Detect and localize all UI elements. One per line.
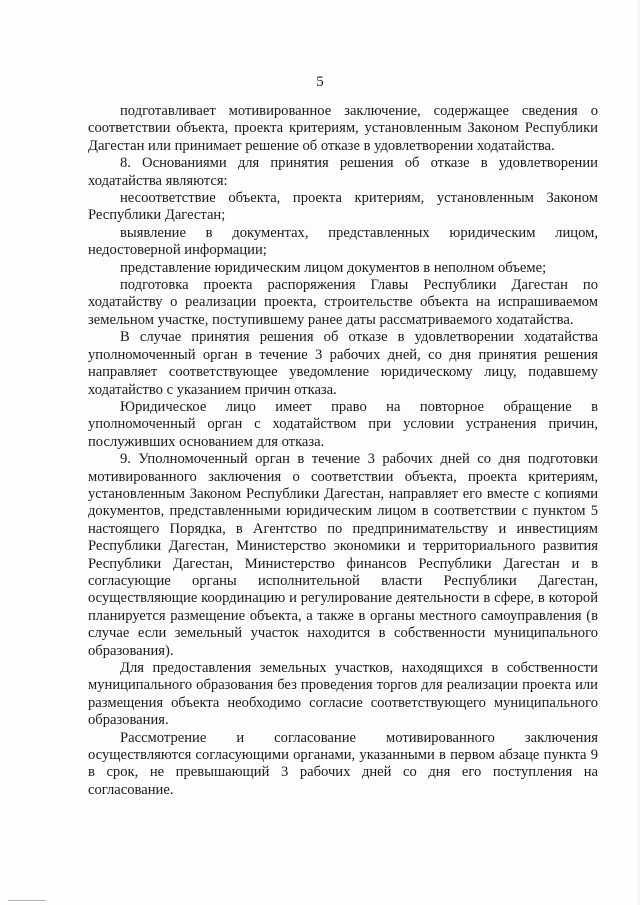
paragraph: Юридическое лицо имеет право на повторное обращение в уполномоченный орган с ходатайством при условии устранения причин, послуживших основанием для отказа.: [88, 398, 598, 450]
paragraph: Рассмотрение и согласование мотивированного заключения осуществляются согласующими органами, указанными в первом абзаце пункта 9 в срок, не превышающий 3 рабочих дней со дня его поступления на согласование.: [88, 729, 598, 798]
page-edge-shadow: [636, 0, 640, 905]
paragraph: 9. Уполномоченный орган в течение 3 рабочих дней со дня подготовки мотивированного заключения о соответствии объекта, проекта критериям, установленным Законом Республики Дагестан, направляет его вместе с копиями документов, представленными юридическим лицом в соответствии с пунктом 5 настоящего Порядка, в Агентство по предпринимательству и инвестициям Республики Дагестан, Министерство экономики и территориального развития Республики Дагестан, Министерство финансов Республики Дагестан и в согласующие органы исполнительной власти Республики Дагестан, осуществляющие координацию и регулирование деятельности в сфере, в которой планируется размещение объекта, а также в органы местного самоуправления (в случае если земельный участок находится в собственности муниципального образования).: [88, 451, 598, 659]
paragraph: представление юридическим лицом документов в неполном объеме;: [120, 259, 547, 276]
scan-artifact: [0, 893, 60, 905]
paragraph: 8. Основаниями для принятия решения об отказе в удовлетворении ходатайства являются:: [88, 155, 598, 189]
paragraph: подготовка проекта распоряжения Главы Республики Дагестан по ходатайству о реализации проекта, строительстве объекта на испрашиваемом земельном участке, поступившему ранее даты рассматриваемого ходатайства.: [88, 277, 598, 328]
paragraph: подготавливает мотивированное заключение, содержащее сведения о соответствии объекта, проекта критериям, установленным Законом Республики Дагестан или принимает решение об отказе в удовлетворении ходатайства.: [88, 103, 598, 154]
paragraph: выявление в документах, представленных юридическим лицом, недостоверной информации;: [88, 224, 598, 259]
scan-line: [8, 900, 46, 901]
paragraph: В случае принятия решения об отказе в удовлетворении ходатайства уполномоченный орган в течение 3 рабочих дней, со дня принятия решения направляет соответствующее уведомление юридическому лицу, подавшему ходатайство с указанием причин отказа.: [88, 329, 598, 398]
paragraph: несоответствие объекта, проекта критериям, установленным Законом Республики Дагестан;: [88, 190, 598, 224]
document-body: [88, 103, 598, 799]
paragraph: Для предоставления земельных участков, находящихся в собственности муниципального образования без проведения торгов для реализации проекта или размещения объекта необходимо согласие соответствующего муниципального образования.: [88, 660, 598, 729]
page-number: 5: [316, 74, 324, 90]
